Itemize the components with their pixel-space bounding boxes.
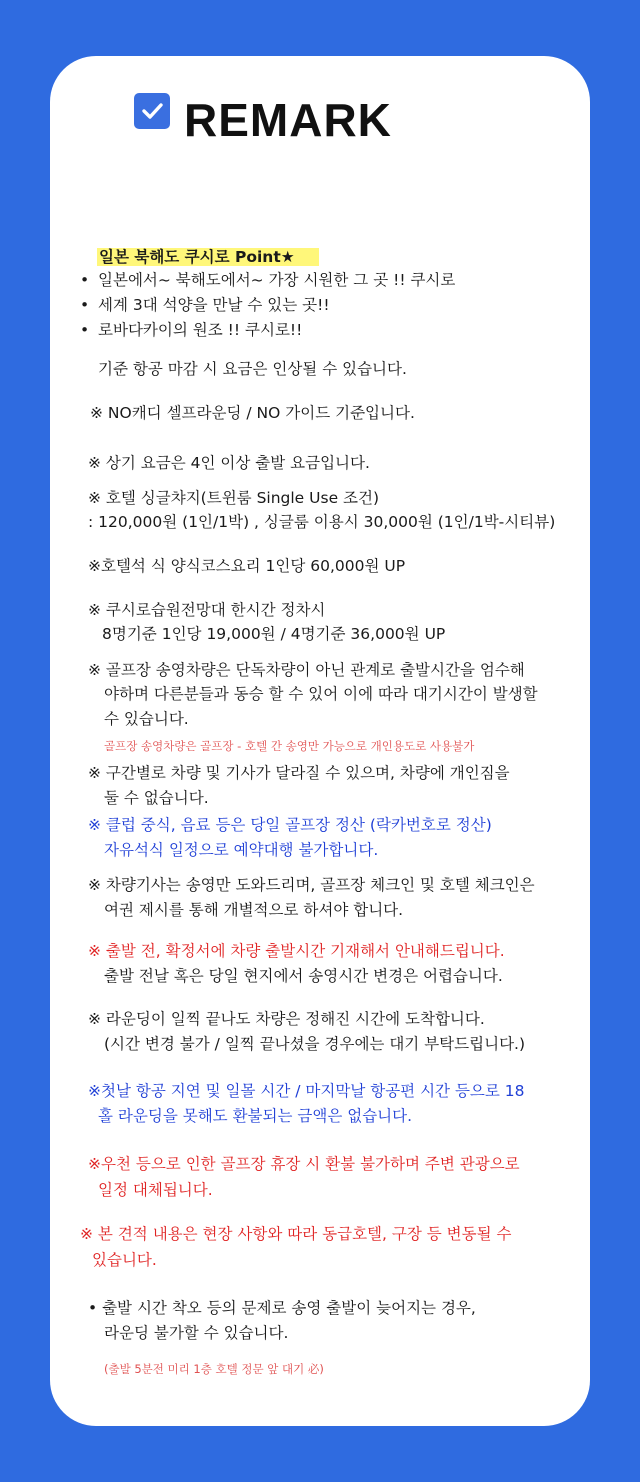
note-departure-1: ※ 출발 전, 확정서에 차량 출발시간 기재해서 안내해드립니다. (88, 942, 505, 960)
note-checkin-2: 여권 제시를 통해 개별적으로 하셔야 합니다. (104, 901, 404, 919)
note-observatory-detail: 8명기준 1인당 19,000원 / 4명기준 36,000원 UP (102, 625, 446, 643)
note-driver-2: 둘 수 없습니다. (104, 789, 209, 807)
note-observatory: ※ 쿠시로습원전망대 한시간 정차시 (88, 601, 326, 619)
note-estimate-1: ※ 본 견적 내용은 현장 사항와 따라 동급호텔, 구장 등 변동될 수 (80, 1225, 512, 1243)
list-item: • 일본에서~ 북해도에서~ 가장 시원한 그 곳 !! 쿠시로 (76, 268, 455, 293)
note-driver-1: ※ 구간별로 차량 및 기사가 달라질 수 있으며, 차량에 개인짐을 (88, 764, 510, 782)
note-flight-delay-1: ※첫날 항공 지연 및 일몰 시간 / 마지막날 항공편 시간 등으로 18 (88, 1082, 525, 1100)
note-estimate-2: 있습니다. (92, 1251, 157, 1269)
note-round-end-1: ※ 라운딩이 일찍 끝나도 차량은 정해진 시간에 도착합니다. (88, 1010, 485, 1028)
point-list (76, 268, 455, 343)
note-flight-delay-2: 홀 라운딩을 못해도 환불되는 금액은 없습니다. (98, 1107, 413, 1125)
checkbox-checked-icon (134, 93, 170, 129)
page-title: REMARK (184, 94, 392, 146)
note-min-group: ※ 상기 요금은 4인 이상 출발 요금입니다. (88, 454, 370, 472)
note-single-charge-detail: : 120,000원 (1인/1박) , 싱글룸 이용시 30,000원 (1인/1박-시티뷰) (88, 513, 556, 531)
note-fare-increase: 기준 항공 마감 시 요금은 인상될 수 있습니다. (98, 360, 407, 378)
note-single-charge: ※ 호텔 싱글챠지(트윈룸 Single Use 조건) (88, 489, 380, 507)
note-shuttle-2: 야하며 다른분들과 동승 할 수 있어 이에 따라 대기시간이 발생할 (104, 685, 538, 703)
list-item: • 세계 3대 석양을 만날 수 있는 곳!! (76, 293, 455, 318)
note-shuttle-3: 수 있습니다. (104, 710, 189, 728)
note-round-end-2: (시간 변경 불가 / 일찍 끝나셨을 경우에는 대기 부탁드립니다.) (104, 1035, 526, 1053)
point-heading: 일본 북해도 쿠시로 Point★ (97, 244, 319, 270)
note-club-lunch-1: ※ 클럽 중식, 음료 등은 당일 골프장 정산 (락카번호로 정산) (88, 816, 492, 834)
title-block (134, 90, 392, 150)
note-checkin-1: ※ 차량기사는 송영만 도와드리며, 골프장 체크인 및 호텔 체크인은 (88, 876, 535, 894)
note-rain-1: ※우천 등으로 인한 골프장 휴장 시 환불 불가하며 주변 관광으로 (88, 1155, 520, 1173)
note-no-caddie: ※ NO캐디 셀프라운딩 / NO 가이드 기준입니다. (90, 404, 415, 422)
note-late-departure-tip: (출발 5분전 미리 1층 호텔 정문 앞 대기 必) (104, 1362, 324, 1376)
note-shuttle-warning: 골프장 송영차량은 골프장 - 호텔 간 송영만 가능으로 개인용도로 사용불가 (104, 739, 475, 753)
note-late-departure-2: 라운딩 불가할 수 있습니다. (104, 1324, 289, 1342)
list-item: • 로바다카이의 원조 !! 쿠시로!! (76, 318, 455, 343)
note-late-departure-1: • 출발 시간 착오 등의 문제로 송영 출발이 늦어지는 경우, (88, 1299, 476, 1317)
note-rain-2: 일정 대체됩니다. (98, 1181, 213, 1199)
note-shuttle-1: ※ 골프장 송영차량은 단독차량이 아닌 관계로 출발시간을 엄수해 (88, 661, 525, 679)
note-club-lunch-2: 자유석식 일정으로 예약대행 불가합니다. (104, 841, 379, 859)
note-hotel-dinner: ※호텔석 식 양식코스요리 1인당 60,000원 UP (88, 557, 406, 575)
note-departure-2: 출발 전날 혹은 당일 현지에서 송영시간 변경은 어렵습니다. (104, 967, 503, 985)
